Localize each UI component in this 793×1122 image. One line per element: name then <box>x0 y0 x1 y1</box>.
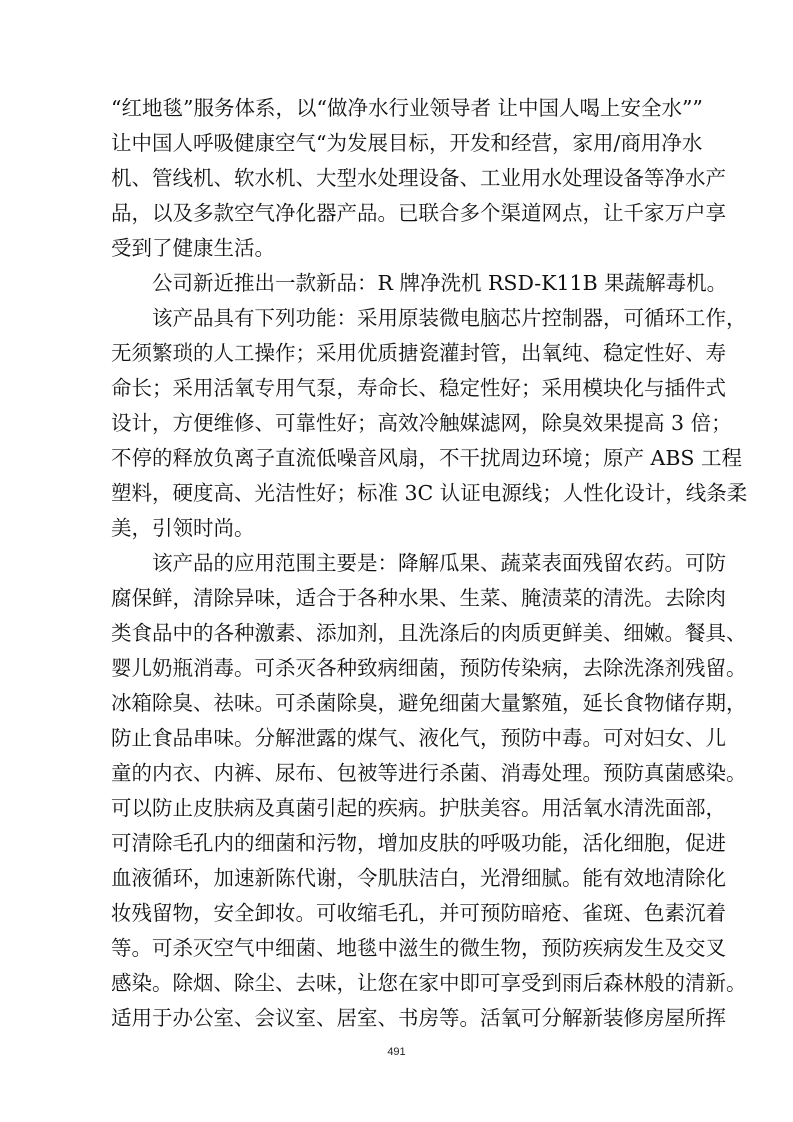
text-line: 冰箱除臭、祛味。可杀菌除臭，避免细菌大量繁殖，延长食物储存期， <box>111 691 747 715</box>
text-line: 美，引领时尚。 <box>111 516 255 540</box>
text-line: 公司新近推出一款新品：R 牌净洗机 RSD-K11B 果蔬解毒机。 <box>152 271 728 295</box>
text-line: 机、管线机、软水机、大型水处理设备、工业用水处理设备等净水产 <box>111 166 726 190</box>
page-number: 491 <box>387 1046 406 1058</box>
text-line: 可清除毛孔内的细菌和污物，增加皮肤的呼吸功能，活化细胞，促进 <box>111 831 726 855</box>
text-line: 血液循环，加速新陈代谢，令肌肤洁白，光滑细腻。能有效地清除化 <box>111 866 726 890</box>
text-line: 设计，方便维修、可靠性好；高效冷触媒滤网，除臭效果提高 3 倍； <box>111 411 732 435</box>
text-line: 该产品具有下列功能：采用原装微电脑芯片控制器，可循环工作， <box>152 306 747 330</box>
text-line: 让中国人呼吸健康空气“为发展目标，开发和经营，家用/商用净水 <box>111 131 703 155</box>
text-line: 适用于办公室、会议室、居室、书房等。活氧可分解新装修房屋所挥 <box>111 1006 726 1030</box>
text-line: 无须繁琐的人工操作；采用优质搪瓷灌封管，出氧纯、稳定性好、寿 <box>111 341 726 365</box>
text-line: 婴儿奶瓶消毒。可杀灭各种致病细菌，预防传染病，去除洗涤剂残留。 <box>111 656 747 680</box>
text-line: 该产品的应用范围主要是：降解瓜果、蔬菜表面残留农药。可防 <box>152 551 726 575</box>
text-line: 塑料，硬度高、光洁性好；标准 3C 认证电源线；人性化设计，线条柔 <box>111 481 748 505</box>
text-line: 命长；采用活氧专用气泵，寿命长、稳定性好；采用模块化与插件式 <box>111 376 726 400</box>
text-line: 不停的释放负离子直流低噪音风扇，不干扰周边环境；原产 ABS 工程 <box>111 446 742 470</box>
text-line: 等。可杀灭空气中细菌、地毯中滋生的微生物，预防疾病发生及交叉 <box>111 936 726 960</box>
text-line: 可以防止皮肤病及真菌引起的疾病。护肤美容。用活氧水清洗面部， <box>111 796 726 820</box>
text-line: 腐保鲜，清除异味，适合于各种水果、生菜、腌渍菜的清洗。去除肉 <box>111 586 726 610</box>
text-line: 类食品中的各种激素、添加剂，且洗涤后的肉质更鲜美、细嫩。餐具、 <box>111 621 747 645</box>
text-line: 品，以及多款空气净化器产品。已联合多个渠道网点，让千家万户享 <box>111 201 726 225</box>
text-line: 感染。除烟、除尘、去味，让您在家中即可享受到雨后森林般的清新。 <box>111 971 747 995</box>
text-line: 防止食品串味。分解泄露的煤气、液化气，预防中毒。可对妇女、儿 <box>111 726 726 750</box>
text-line: 妆残留物，安全卸妆。可收缩毛孔，并可预防暗疮、雀斑、色素沉着 <box>111 901 726 925</box>
text-line: “红地毯”服务体系，以“做净水行业领导者 让中国人喝上安全水”” <box>111 96 703 120</box>
text-line: 受到了健康生活。 <box>111 236 275 260</box>
text-line: 童的内衣、内裤、尿布、包被等进行杀菌、消毒处理。预防真菌感染。 <box>111 761 747 785</box>
